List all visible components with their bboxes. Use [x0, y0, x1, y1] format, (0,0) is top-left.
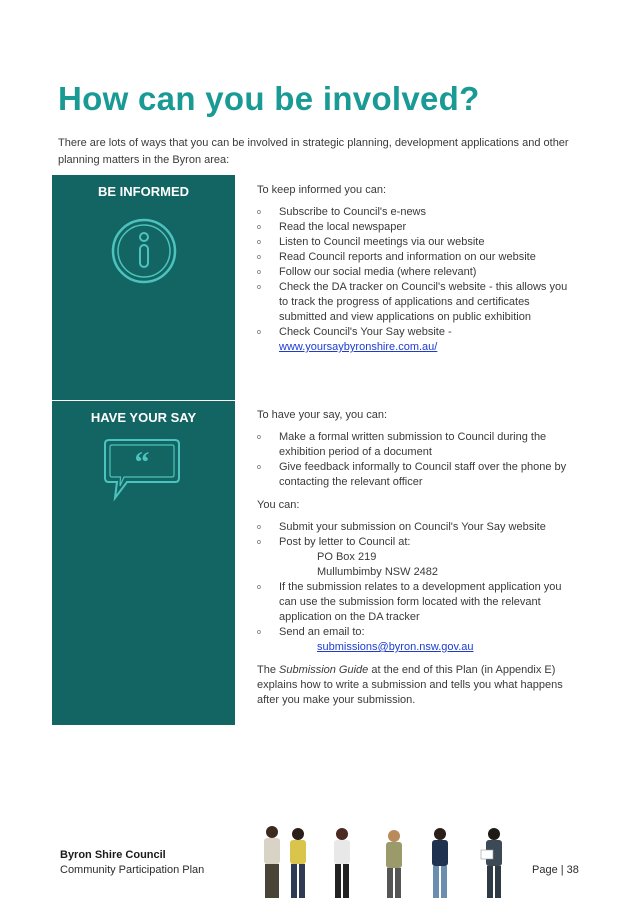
list-item: o Subscribe to Council's e-news [257, 205, 577, 220]
list-item: o If the submission relates to a development application you can use the submission form located with the relevant application on the DA tracker [257, 580, 577, 625]
list-item [257, 535, 577, 580]
list-item [257, 625, 577, 655]
list-item: o Make a formal written submission to Council during the exhibition period of a document [257, 430, 577, 460]
list-item: o Give feedback informally to Council staff over the phone by contacting the relevant officer [257, 460, 577, 490]
send-email-text: Send an email to: [279, 626, 365, 638]
list-item: o Read the local newspaper [257, 220, 577, 235]
address-line: PO Box 219 [317, 551, 377, 563]
person-figure [264, 826, 280, 898]
list-item [257, 325, 577, 355]
have-your-say-content [257, 408, 577, 715]
list-item: o Check the DA tracker on Council's website - this allows you to track the progress of applications and certificates submitted and view applications on public exhibition [257, 280, 577, 325]
person-figure [334, 828, 350, 898]
guide-prefix: The [257, 664, 280, 676]
have-your-say-list [257, 430, 577, 490]
list-item: o Follow our social media (where relevant) [257, 265, 577, 280]
address-line: Mullumbimby NSW 2482 [317, 566, 439, 578]
guide-title: Submission Guide [279, 664, 369, 676]
have-your-say-heading: HAVE YOUR SAY [90, 410, 197, 425]
speech-bubble-icon [101, 436, 183, 504]
list-item: o Listen to Council meetings via our website [257, 235, 577, 250]
svg-text:“: “ [134, 446, 150, 479]
people-illustration [258, 824, 518, 900]
page-title: How can you be involved? [58, 80, 480, 117]
footer-org: Byron Shire Council [60, 849, 166, 861]
your-say-link[interactable]: www.yoursaybyronshire.com.au/ [279, 341, 438, 353]
have-your-say-panel [52, 401, 235, 725]
email-link[interactable]: submissions@byron.nsw.gov.au [317, 641, 474, 653]
footer-plan: Community Participation Plan [60, 864, 205, 876]
info-circle-icon [110, 217, 178, 285]
post-letter-text: Post by letter to Council at: [279, 536, 411, 548]
your-say-text: Check Council's Your Say website - [279, 326, 452, 338]
intro-text: There are lots of ways that you can be involved in strategic planning, development applications and other planning matters in the Byron area: [58, 137, 569, 166]
person-figure [386, 830, 402, 898]
be-informed-lead: To keep informed you can: [257, 184, 387, 196]
person-figure [290, 828, 306, 898]
you-can-lead: You can: [257, 499, 300, 511]
be-informed-panel [52, 175, 235, 400]
list-item: o Submit your submission on Council's Your Say website [257, 520, 577, 535]
submission-methods-list [257, 520, 577, 655]
page-number: Page | 38 [532, 864, 579, 876]
guide-suffix: at the end of this Plan (in Appendix E) explains how to write a submission and tells you what happens after you make your submission. [257, 664, 563, 706]
be-informed-content [257, 183, 577, 363]
list-item: o Read Council reports and information on our website [257, 250, 577, 265]
person-figure [481, 828, 502, 898]
have-your-say-lead: To have your say, you can: [257, 409, 388, 421]
submission-guide-paragraph [257, 663, 577, 708]
be-informed-list [257, 205, 577, 355]
person-figure [432, 828, 448, 898]
be-informed-heading: BE INFORMED [98, 184, 189, 199]
